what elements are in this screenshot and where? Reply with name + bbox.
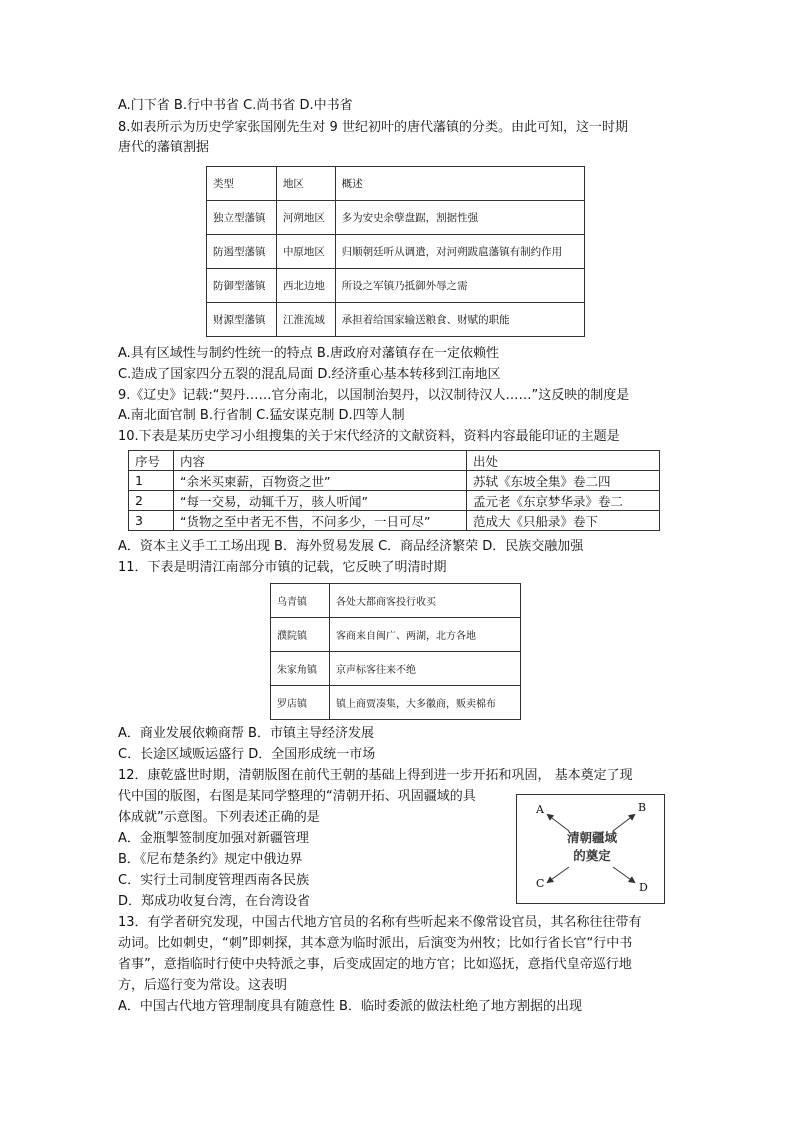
table-cell: 朱家角镇 <box>271 652 330 686</box>
table-cell: 防遏型藩镇 <box>207 235 277 269</box>
q13-line1: 13．有学者研究发现，中国古代地方官员的名称有些听起来不像常设官员，其名称往往带有 <box>118 915 642 930</box>
q8-stem-line1: 8.如表所示为历史学家张国刚先生对 9 世纪初叶的唐代藩镇的分类。由此可知，这一时期 <box>118 120 628 135</box>
diagram-center-text <box>557 829 627 865</box>
q12-diagram <box>516 794 665 904</box>
table-row <box>129 471 660 491</box>
table-row <box>271 618 521 652</box>
q11-options-line1: A．商业发展依赖商帮 B．市镇主导经济发展 <box>118 726 374 741</box>
q10-options: A．资本主义手工工场出现 B．海外贸易发展 C．商品经济繁荣 D．民族交融加强 <box>118 539 584 554</box>
q12-stem-line1: 12．康乾盛世时期，清朝版图在前代王朝的基础上得到进一步开拓和巩固， 基本奠定了现 <box>118 768 633 783</box>
q8-stem-line2: 唐代的藩镇割据 <box>118 140 210 155</box>
table-cell: 承担着给国家输送粮食、财赋的职能 <box>335 303 584 337</box>
q12-option-c: C．实行土司制度管理西南各民族 <box>118 873 310 888</box>
table-cell: 濮院镇 <box>271 618 330 652</box>
arrow-to-c <box>548 867 569 882</box>
table-row <box>207 269 585 303</box>
q8-table <box>206 166 585 337</box>
q12-stem-line2: 代中国的版图，右图是某同学整理的“清朝开拓、巩固疆域的具 <box>118 789 476 804</box>
table-cell: 各处大都商客投行收买 <box>330 584 521 618</box>
q11-options-line2: C．长途区域贩运盛行 D．全国形成统一市场 <box>118 747 376 762</box>
table-cell: 财源型藩镇 <box>207 303 277 337</box>
table-header-row <box>129 451 660 471</box>
table-cell: 防御型藩镇 <box>207 269 277 303</box>
table-header-row <box>207 167 585 201</box>
header-cell: 概述 <box>335 167 584 201</box>
diagram-label-c: C <box>536 877 545 890</box>
q11-table <box>270 583 521 720</box>
table-cell: 京声标客往来不绝 <box>330 652 521 686</box>
header-cell: 出处 <box>467 451 660 471</box>
table-row <box>129 511 660 531</box>
table-cell: 河朔地区 <box>276 201 335 235</box>
table-cell: 2 <box>129 491 174 511</box>
q13-options: A．中国古代地方管理制度具有随意性 B．临时委派的做法杜绝了地方割据的出现 <box>118 999 582 1014</box>
table-cell: 镇上商贾凑集，大多徽商，贩卖棉布 <box>330 686 521 720</box>
table-cell: 乌青镇 <box>271 584 330 618</box>
table-cell: 1 <box>129 471 174 491</box>
q7-options: A.门下省 B.行中书省 C.尚书省 D.中书省 <box>118 98 353 113</box>
table-cell: 归顺朝廷听从调遣，对河朔跋扈藩镇有制约作用 <box>335 235 584 269</box>
table-cell: 客商来自闽广、两湖，北方各地 <box>330 618 521 652</box>
diagram-center-line1: 清朝疆域 <box>566 830 617 845</box>
q11-stem: 11．下表是明清江南部分市镇的记载，它反映了明清时期 <box>118 560 447 575</box>
q13-line4: 方，后巡行变为常设。这表明 <box>118 978 288 993</box>
header-cell: 地区 <box>276 167 335 201</box>
table-row <box>271 686 521 720</box>
q13-line3: 省事”，意指临时行使中央特派之事，后变成固定的地方官；比如巡抚，意指代皇帝巡行地 <box>118 957 632 972</box>
table-cell: “余米买柬薪，百物资之世” <box>174 471 467 491</box>
q8-options-line1: A.具有区域性与制约性统一的特点 B.唐政府对藩镇存在一定依赖性 <box>118 346 499 361</box>
table-cell: 所设之军镇乃抵御外辱之需 <box>335 269 584 303</box>
q9-stem: 9.《辽史》记载:“契丹……官分南北，以国制治契丹，以汉制待汉人……”这反映的制度是 <box>118 388 630 403</box>
header-cell: 序号 <box>129 451 174 471</box>
q9-options: A.南北面官制 B.行省制 C.猛安谋克制 D.四等人制 <box>118 408 405 423</box>
header-cell: 内容 <box>174 451 467 471</box>
table-cell: “每一交易，动辄千万，骇人听闻” <box>174 491 467 511</box>
arrow-to-d <box>613 867 634 882</box>
table-row <box>207 235 585 269</box>
q12-option-a: A．金瓶掣签制度加强对新疆管理 <box>118 831 309 846</box>
q12-stem-line3: 体成就”示意图。下列表述正确的是 <box>118 810 320 825</box>
table-cell: “货物之至中者无不售，不问多少，一日可尽” <box>174 511 467 531</box>
table-cell: 孟元老《东京梦华录》卷二 <box>467 491 660 511</box>
q10-stem: 10.下表是某历史学习小组搜集的关于宋代经济的文献资料，资料内容最能印证的主题是 <box>118 429 620 444</box>
q10-table <box>128 450 660 531</box>
q12-option-b: B．《尼布楚条约》规定中俄边界 <box>118 852 303 867</box>
table-row <box>207 303 585 337</box>
table-cell: 中原地区 <box>276 235 335 269</box>
table-row <box>129 491 660 511</box>
diagram-label-a: A <box>536 803 544 816</box>
table-cell: 3 <box>129 511 174 531</box>
q12-option-d: D．郑成功收复台湾，在台湾设省 <box>118 894 311 909</box>
header-cell: 类型 <box>207 167 277 201</box>
table-cell: 独立型藩镇 <box>207 201 277 235</box>
table-row <box>271 652 521 686</box>
table-row <box>207 201 585 235</box>
diagram-center-line2: 的奠定 <box>573 848 611 863</box>
table-cell: 苏轼《东坡全集》卷二四 <box>467 471 660 491</box>
table-cell: 罗店镇 <box>271 686 330 720</box>
diagram-label-d: D <box>639 881 648 894</box>
diagram-label-b: B <box>638 801 647 814</box>
table-cell: 范成大《只船录》卷下 <box>467 511 660 531</box>
table-cell: 江淮流域 <box>276 303 335 337</box>
table-cell: 多为安史余孽盘踞，割据性强 <box>335 201 584 235</box>
table-row <box>271 584 521 618</box>
q8-options-line2: C.造成了国家四分五裂的混乱局面 D.经济重心基本转移到江南地区 <box>118 367 501 382</box>
table-cell: 西北边地 <box>276 269 335 303</box>
q13-line2: 动词。比如刺史，“刺”即刺探，其本意为临时派出，后演变为州牧；比如行省长官“行中书 <box>118 936 633 951</box>
